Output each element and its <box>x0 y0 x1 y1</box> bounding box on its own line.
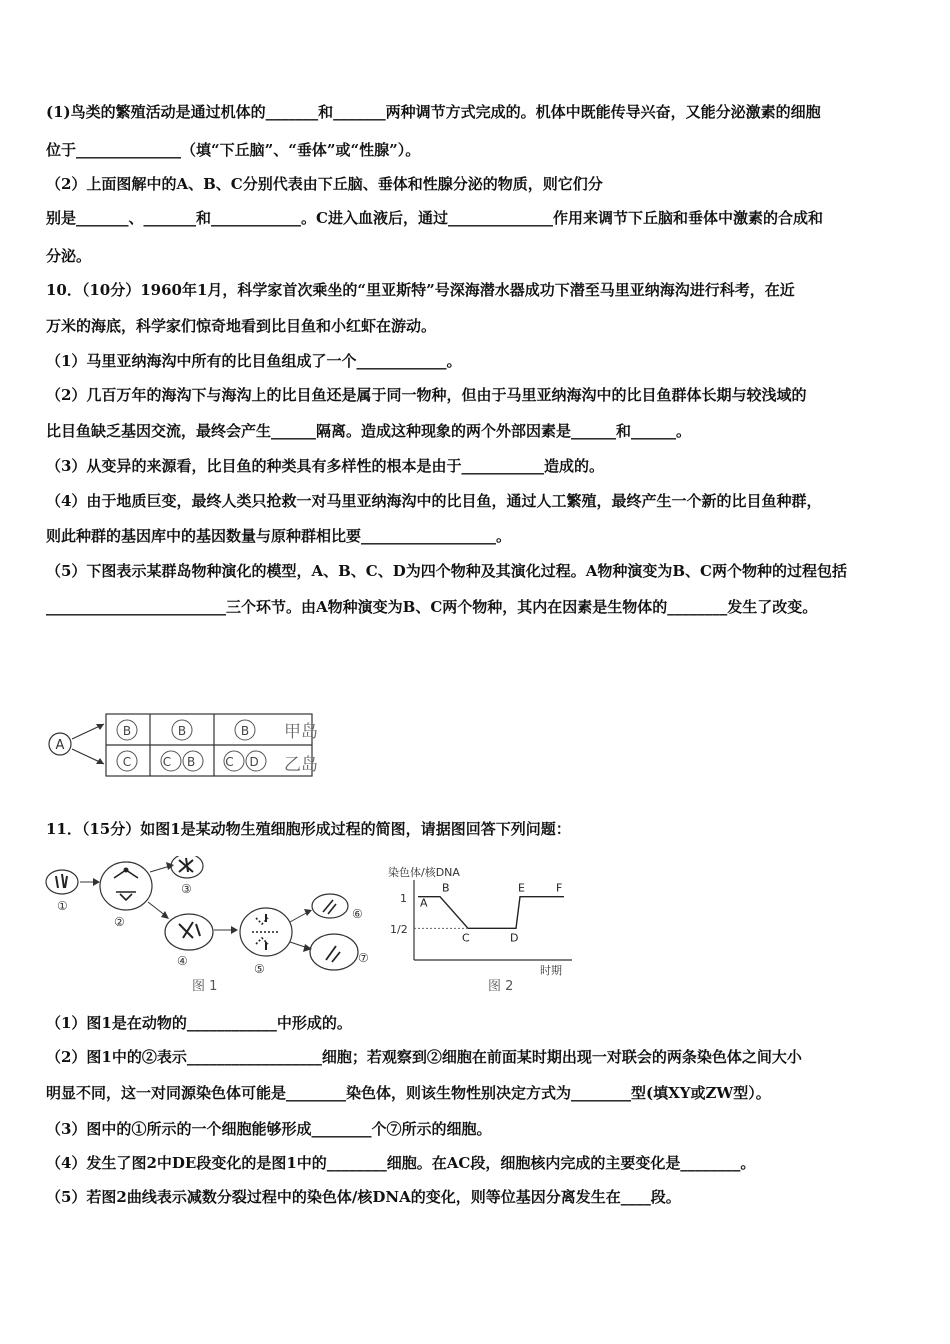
q11-part1: （1）图1是在动物的____________中形成的。 <box>46 1014 352 1032</box>
q9-part1-line2: 位于______________（填“下丘脑”、“垂体”或“性腺”）。 <box>46 141 421 159</box>
figure-1-cell-division <box>44 856 384 996</box>
q10-stem-line2: 万米的海底，科学家们惊奇地看到比目鱼和小红虾在游动。 <box>46 317 437 335</box>
q11-part5: （5）若图2曲线表示减数分裂过程中的染色体/核DNA的变化，则等位基因分离发生在____段。 <box>46 1188 681 1206</box>
marker-6: ⑥ <box>352 907 363 921</box>
fig2-ytick-half: 1/2 <box>390 923 408 936</box>
row2-island-label: 乙岛 <box>284 755 318 775</box>
q10-part3: （3）从变异的来源看，比目鱼的种类具有多样性的根本是由于___________造成的。 <box>46 457 604 475</box>
q11-part2-line2: 明显不同，这一对同源染色体可能是________染色体，则该生物性别决定方式为________型(填XY或ZW型）。 <box>46 1084 771 1102</box>
fig2-point-label-b: B <box>442 881 450 895</box>
q10-part2-line1: （2）几百万年的海沟下与海沟上的比目鱼还是属于同一物种，但由于马里亚纳海沟中的比目鱼群体长期与较浅域的 <box>46 386 807 404</box>
marker-2: ② <box>114 915 125 929</box>
q10-part5-line2: ________________________三个环节。由A物种演变为B、C两个物种，其内在因素是生物体的________发生了改变。 <box>46 598 818 616</box>
fig2-point-label-a: A <box>420 896 428 910</box>
figure-2-chart <box>388 856 588 998</box>
row1-island-label: 甲岛 <box>284 722 318 742</box>
q10-part5-line1: （5）下图表示某群岛物种演化的模型，A、B、C、D为四个物种及其演化过程。A物种演变为B、C两个物种的过程包括 <box>46 562 847 580</box>
fig2-y-axis-label: 染色体/核DNA <box>388 866 460 879</box>
fig2-point-label-d: D <box>510 931 519 945</box>
q10-part4-line1: （4）由于地质巨变，最终人类只抢救一对马里亚纳海沟中的比目鱼，通过人工繁殖，最终产生一个新的比目鱼种群， <box>46 492 822 510</box>
cell-4 <box>165 914 213 950</box>
q11-part4: （4）发生了图2中DE段变化的是图1中的________细胞。在AC段，细胞核内完成的主要变化是________。 <box>46 1154 756 1172</box>
q9-part1-line1: (1)鸟类的繁殖活动是通过机体的_______和_______两种调节方式完成的。机体中既能传导兴奋，又能分泌激素的细胞 <box>46 103 821 121</box>
figure-2-caption: 图 2 <box>488 979 514 994</box>
q11-part3: （3）图中的①所示的一个细胞能够形成________个⑦所示的细胞。 <box>46 1120 492 1138</box>
row1-cell1: B <box>122 724 132 738</box>
marker-7: ⑦ <box>358 951 369 965</box>
fig2-ytick-1: 1 <box>400 892 407 905</box>
q9-part2-line1: （2）上面图解中的A、B、C分别代表由下丘脑、垂体和性腺分泌的物质，则它们分 <box>46 175 603 193</box>
marker-3: ③ <box>181 882 192 896</box>
row2-cell1: C <box>122 755 132 769</box>
marker-1: ① <box>57 899 68 913</box>
fig2-point-label-f: F <box>556 881 563 895</box>
row1-cell2: B <box>177 724 187 738</box>
row1-cell3: B <box>240 724 250 738</box>
island-evolution-figure <box>44 708 344 784</box>
cell-7 <box>310 934 358 970</box>
species-a-label: A <box>55 738 65 753</box>
row2-cell3: C D <box>225 755 265 769</box>
fig2-x-axis-label: 时期 <box>540 964 562 977</box>
q10-stem-line1: 10．（10分）1960年1月，科学家首次乘坐的“里亚斯特”号深海潜水器成功下潜至马里亚纳海沟进行科考，在近 <box>46 281 795 299</box>
q9-part2-line3: 分泌。 <box>46 247 92 265</box>
q10-part4-line2: 则此种群的基因库中的基因数量与原种群相比要__________________。 <box>46 527 512 545</box>
fig2-point-label-e: E <box>518 881 525 895</box>
fig2-point-label-c: C <box>462 931 470 945</box>
cell-6 <box>312 894 348 918</box>
q10-part1: （1）马里亚纳海沟中所有的比目鱼组成了一个____________。 <box>46 352 462 370</box>
q10-part2-line2: 比目鱼缺乏基因交流，最终会产生______隔离。造成这种现象的两个外部因素是______和______。 <box>46 422 692 440</box>
figure-1-caption: 图 1 <box>192 979 218 994</box>
q11-part2-line1: （2）图1中的②表示__________________细胞；若观察到②细胞在前面某时期出现一对联会的两条染色体之间大小 <box>46 1048 802 1066</box>
q11-stem: 11．（15分）如图1是某动物生殖细胞形成过程的简图，请据图回答下列问题： <box>46 820 571 838</box>
q9-part2-line2: 别是_______、_______和____________。C进入血液后，通过______________作用来调节下丘脑和垂体中激素的合成和 <box>46 209 823 227</box>
cell-1 <box>46 870 78 894</box>
marker-5: ⑤ <box>254 962 265 976</box>
row2-cell2: C B <box>162 755 202 769</box>
marker-4: ④ <box>177 954 188 968</box>
fig2-series-line <box>418 897 564 929</box>
